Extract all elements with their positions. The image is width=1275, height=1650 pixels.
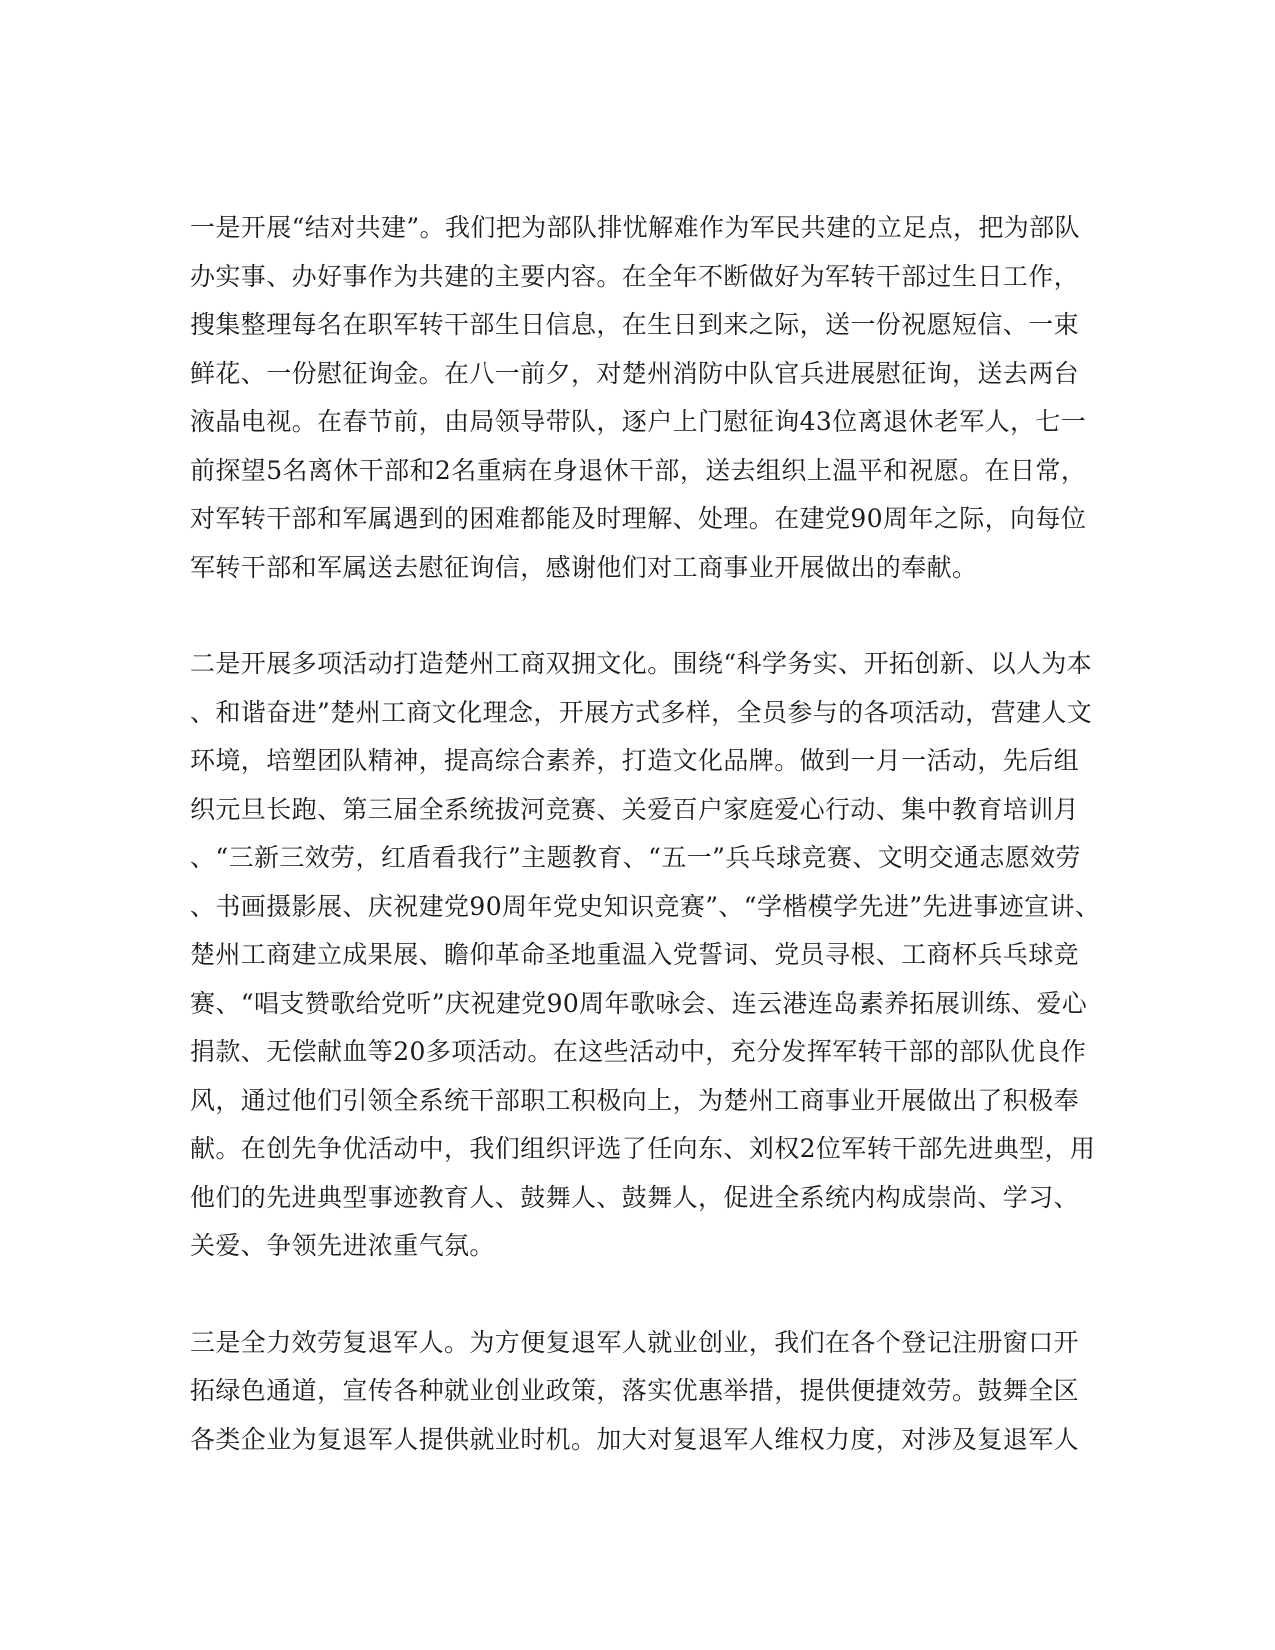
paragraph-line: 、和谐奋进”楚州工商文化理念，开展方式多样，全员参与的各项活动，营建人文: [190, 697, 1093, 727]
paragraph-line: 办实事、办好事作为共建的主要内容。在全年不断做好为军转干部过生日工作，: [190, 261, 1080, 291]
paragraph-line: 前探望5名离休干部和2名重病在身退休干部，送去组织上温平和祝愿。在日常，: [190, 455, 1087, 485]
paragraph-line: 军转干部和军属送去慰征询信，感谢他们对工商事业开展做出的奉献。: [190, 552, 978, 582]
paragraph-line: 一是开展“结对共建”。我们把为部队排忧解难作为军民共建的立足点，把为部队: [190, 213, 1080, 242]
paragraph-gap: [190, 1271, 1070, 1319]
paragraph-2: [190, 640, 1101, 1271]
paragraph-line: 捐款、无偿献血等20多项活动。在这些活动中，充分发挥军转干部的部队优良作: [190, 1037, 1087, 1066]
paragraph-line: 他们的先进典型事迹教育人、鼓舞人、鼓舞人，促进全系统内构成崇尚、学习、: [190, 1182, 1080, 1212]
paragraph-line: 鲜花、一份慰征询金。在八一前夕，对楚州消防中队官兵进展慰征询，送去两台: [190, 358, 1080, 388]
paragraph-1: [190, 204, 1087, 592]
paragraph-line: 液晶电视。在春节前，由局领导带队，逐户上门慰征询43位离退休老军人，七一: [190, 407, 1087, 436]
paragraph-line: 拓绿色通道，宣传各种就业创业政策，落实优惠举措，提供便捷效劳。鼓舞全区: [190, 1376, 1080, 1405]
paragraph-3: [190, 1319, 1080, 1465]
paragraph-line: 环境，培塑团队精神，提高综合素养，打造文化品牌。做到一月一活动，先后组: [190, 746, 1080, 775]
paragraph-line: 对军转干部和军属遇到的困难都能及时理解、处理。在建党90周年之际，向每位: [190, 504, 1087, 533]
paragraph-line: 织元旦长跑、第三届全系统拔河竞赛、关爱百户家庭爱心行动、集中教育培训月: [190, 794, 1080, 824]
paragraph-gap: [190, 592, 1070, 640]
paragraph-line: 献。在创先争优活动中，我们组织评选了任向东、刘权2位军转干部先进典型，用: [190, 1134, 1096, 1163]
paragraph-line: 、书画摄影展、庆祝建党90周年党史知识竞赛”、“学楷模学先进”先进事迹宣讲、: [190, 891, 1101, 921]
paragraph-line: 风，通过他们引领全系统干部职工积极向上，为楚州工商事业开展做出了积极奉: [190, 1085, 1080, 1115]
paragraph-line: 、“三新三效劳，红盾看我行”主题教育、“五一”兵乓球竞赛、文明交通志愿效劳: [190, 843, 1081, 872]
paragraph-line: 二是开展多项活动打造楚州工商双拥文化。围绕“科学务实、开拓创新、以人为本: [190, 649, 1093, 678]
paragraph-line: 搜集整理每名在职军转干部生日信息，在生日到来之际，送一份祝愿短信、一束: [190, 310, 1080, 339]
paragraph-line: 三是全力效劳复退军人。为方便复退军人就业创业，我们在各个登记注册窗口开: [190, 1327, 1080, 1357]
paragraph-line: 楚州工商建立成果展、瞻仰革命圣地重温入党誓词、党员寻根、工商杯兵乓球竞: [190, 940, 1080, 969]
paragraph-line: 各类企业为复退军人提供就业时机。加大对复退军人维权力度，对涉及复退军人: [190, 1424, 1080, 1454]
paragraph-line: 关爱、争领先进浓重气氛。: [190, 1231, 495, 1260]
document-page: [190, 204, 1101, 1464]
paragraph-line: 赛、“唱支赞歌给党听”庆祝建党90周年歌咏会、连云港连岛素养拓展训练、爱心: [190, 988, 1088, 1018]
